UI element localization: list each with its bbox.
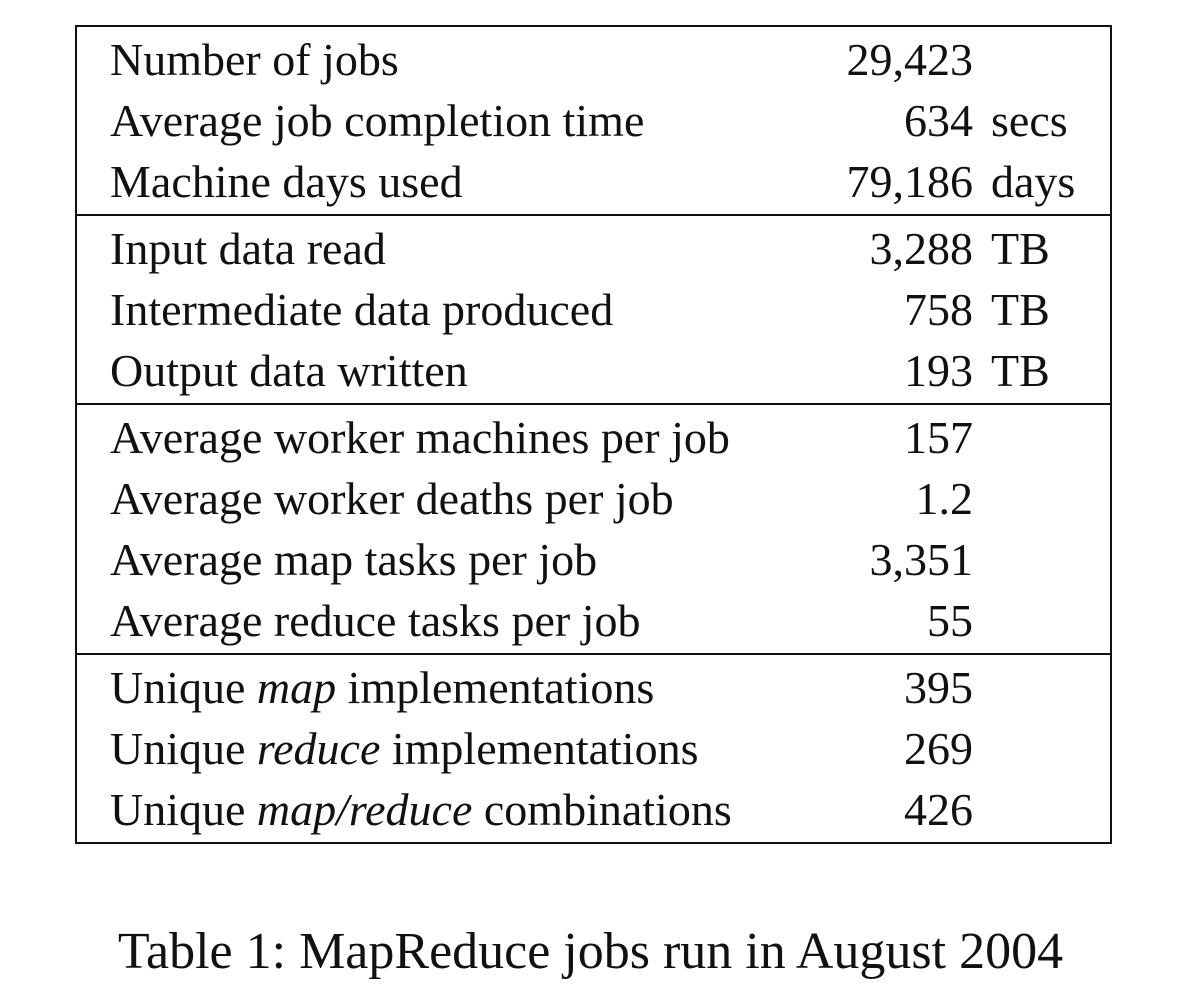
table-row [77, 342, 1110, 403]
table-row [77, 281, 1110, 342]
row-label [110, 720, 699, 778]
table-row [77, 659, 1110, 720]
row-value: 426 [904, 784, 973, 835]
table-group-workers [77, 403, 1110, 653]
row-label: Intermediate data produced [110, 284, 614, 335]
label-text: Unique [110, 784, 257, 835]
row-unit: days [991, 156, 1076, 207]
row-unit: TB [991, 284, 1050, 335]
row-value: 3,288 [869, 223, 973, 274]
table-row [77, 531, 1110, 592]
table-row [77, 409, 1110, 470]
row-label: Number of jobs [110, 34, 399, 85]
table-caption: Table 1: MapReduce jobs run in August 2004 [117, 923, 1064, 980]
row-value: 269 [904, 723, 973, 774]
row-value: 634 [904, 95, 973, 146]
row-value: 758 [904, 284, 973, 335]
table-row [77, 592, 1110, 653]
label-emphasis: reduce [256, 723, 381, 774]
table-row [77, 153, 1110, 214]
row-value: 157 [904, 412, 973, 463]
row-label: Average map tasks per job [110, 534, 598, 585]
row-label: Input data read [110, 223, 386, 274]
row-unit: secs [991, 95, 1068, 146]
row-value: 1.2 [915, 473, 973, 524]
row-label: Average worker machines per job [110, 412, 730, 463]
table-group-implementations [77, 653, 1110, 842]
table-row [77, 470, 1110, 531]
row-value: 193 [904, 345, 973, 396]
row-label: Output data written [110, 345, 468, 396]
row-label: Average worker deaths per job [110, 473, 674, 524]
label-text: implementations [336, 662, 655, 713]
label-text: implementations [380, 723, 699, 774]
row-value: 29,423 [846, 34, 973, 85]
row-label: Average reduce tasks per job [110, 595, 641, 646]
table-row [77, 781, 1110, 842]
stats-table [75, 25, 1112, 844]
row-label [110, 659, 654, 717]
label-text: Unique [110, 662, 257, 713]
table-group-data [77, 214, 1110, 403]
row-label [110, 781, 732, 839]
row-label: Average job completion time [110, 95, 645, 146]
row-value: 55 [927, 595, 973, 646]
row-value: 79,186 [846, 156, 973, 207]
row-label: Machine days used [110, 156, 463, 207]
label-text: Unique [110, 723, 257, 774]
label-emphasis: map/reduce [256, 784, 473, 835]
table-row [77, 220, 1110, 281]
row-unit: TB [991, 345, 1050, 396]
row-value: 3,351 [869, 534, 973, 585]
table-group-jobs [77, 27, 1110, 214]
table-row [77, 92, 1110, 153]
label-text: combinations [472, 784, 732, 835]
table-row [77, 720, 1110, 781]
row-unit: TB [991, 223, 1050, 274]
row-value: 395 [904, 662, 973, 713]
table-row [77, 31, 1110, 92]
label-emphasis: map [256, 662, 337, 713]
